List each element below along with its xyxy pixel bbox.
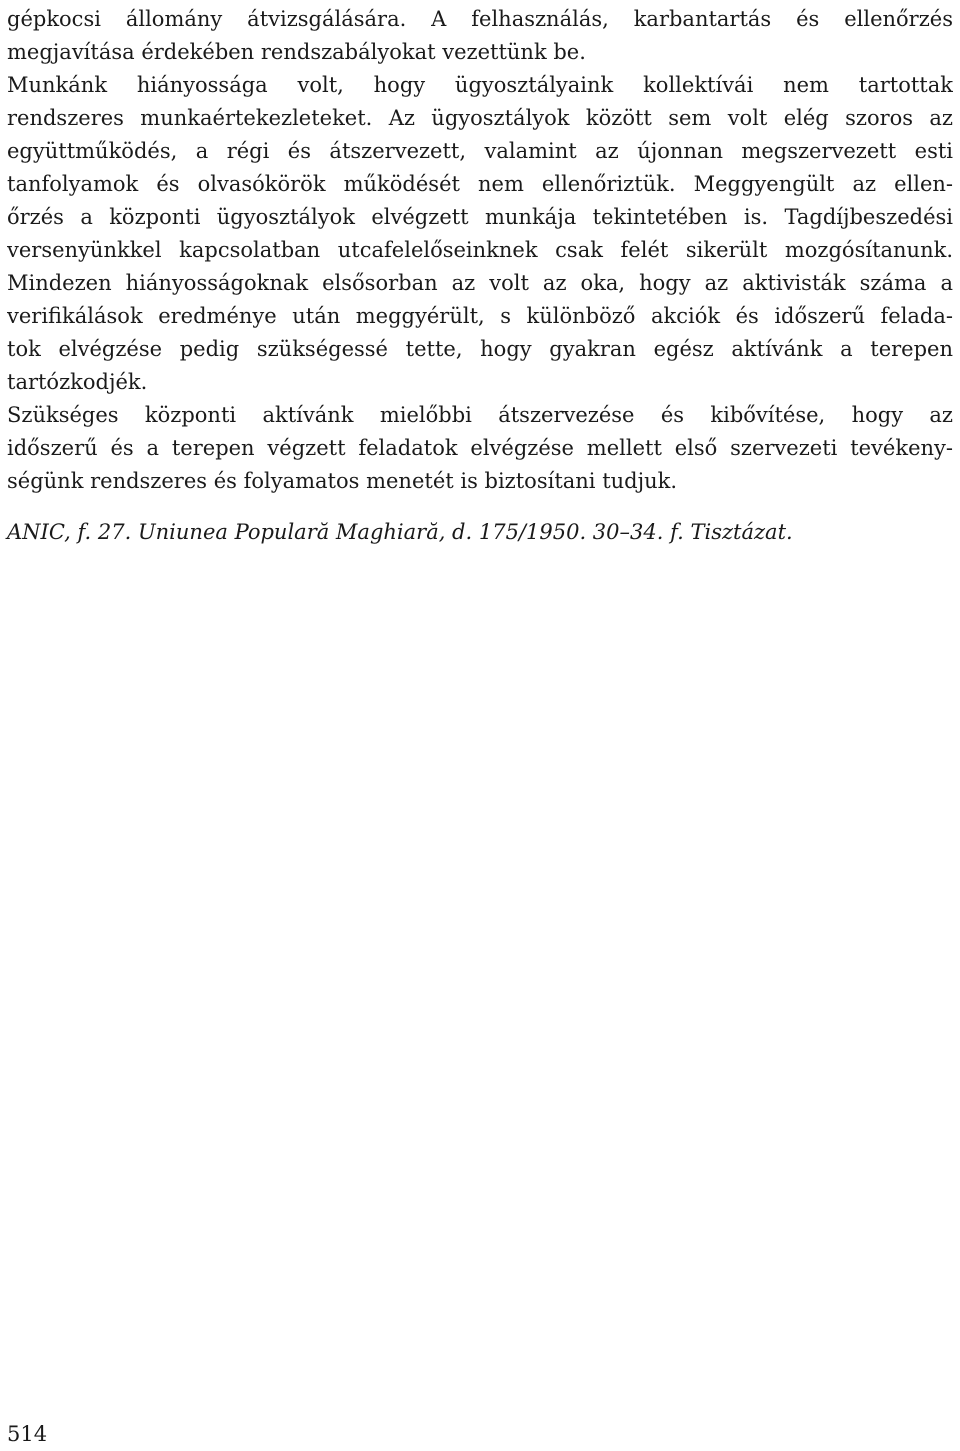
text-line: verifikálások eredménye után meggyérült, s különböző akciók és időszerű felada- (7, 304, 953, 328)
text-line: együttműködés, a régi és átszervezett, valamint az újonnan megszervezett esti (7, 139, 953, 163)
text-line: versenyünkkel kapcsolatban utcafelelőseinknek csak felét sikerült mozgósítanunk. (7, 238, 953, 262)
text-line: tartózkodjék. (7, 370, 148, 394)
text-line: őrzés a központi ügyosztályok elvégzett munkája tekintetében is. Tagdíjbeszedési (7, 205, 953, 229)
text-line: Szükséges központi aktívánk mielőbbi átszervezése és kibővítése, hogy az (7, 403, 953, 427)
text-line: rendszeres munkaértekezleteket. Az ügyosztályok között sem volt elég szoros az (7, 106, 953, 130)
text-line: tanfolyamok és olvasókörök működését nem ellenőriztük. Meggyengült az ellen- (7, 172, 953, 196)
page-number: 514 (7, 1422, 48, 1446)
text-line: tok elvégzése pedig szükségessé tette, hogy gyakran egész aktívánk a terepen (7, 337, 953, 361)
text-line: ségünk rendszeres és folyamatos menetét is biztosítani tudjuk. (7, 469, 678, 493)
source-note: ANIC, f. 27. Uniunea Populară Maghiară, d. 175/1950. 30–34. f. Tisztázat. (7, 520, 793, 544)
text-line: Mindezen hiányosságoknak elsősorban az volt az oka, hogy az aktivisták száma a (7, 271, 953, 295)
text-line: gépkocsi állomány átvizsgálására. A felhasználás, karbantartás és ellenőrzés (7, 7, 953, 31)
text-line: Munkánk hiányossága volt, hogy ügyosztályaink kollektívái nem tartottak (7, 73, 953, 97)
text-line: időszerű és a terepen végzett feladatok elvégzése mellett első szervezeti tevékeny- (7, 436, 953, 460)
text-line: megjavítása érdekében rendszabályokat vezettünk be. (7, 40, 586, 64)
